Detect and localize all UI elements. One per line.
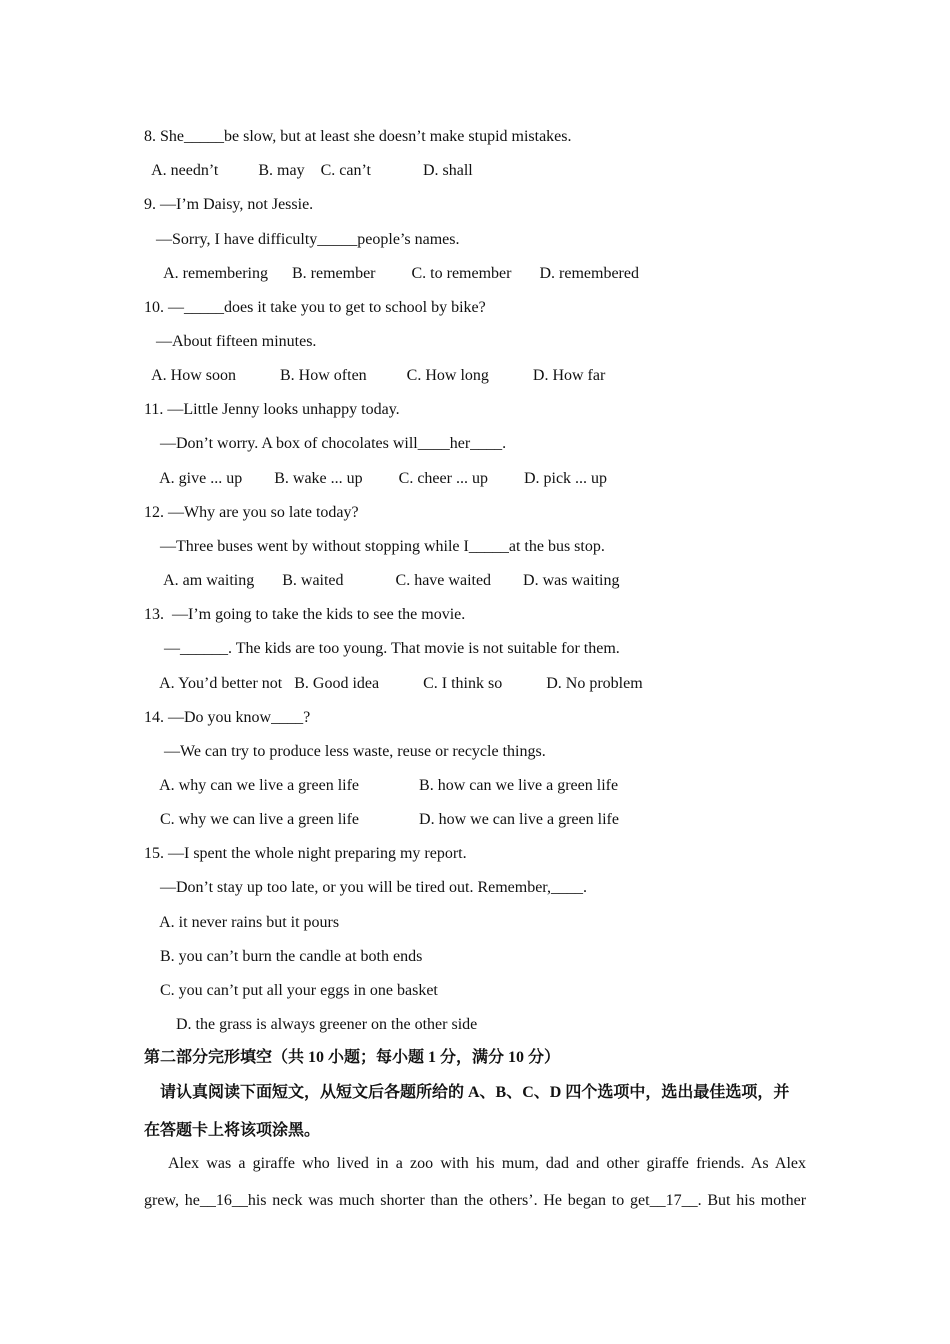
section2-instruction-line2: 在答题卡上将该项涂黑。 [144, 1122, 321, 1139]
q9-reply: —Sorry, I have difficulty_____people’s names. [144, 231, 460, 248]
q9-options: A. remembering B. remember C. to remember D. remembered [144, 265, 639, 282]
q10-reply: —About fifteen minutes. [144, 333, 317, 350]
q14-stem: 14. —Do you know____? [144, 709, 311, 726]
q13-stem: 13. —I’m going to take the kids to see the movie. [144, 606, 466, 623]
q8-options: A. needn’t B. may C. can’t D. shall [144, 162, 473, 179]
q14-options-cd: C. why we can live a green life D. how we can live a green life [144, 811, 619, 828]
blank-16: __16__ [199, 1192, 248, 1209]
q12-reply: —Three buses went by without stopping while I_____at the bus stop. [144, 538, 605, 555]
q13-reply: —______. The kids are too young. That movie is not suitable for them. [144, 640, 620, 657]
q10-options: A. How soon B. How often C. How long D. How far [144, 367, 606, 384]
q15-stem: 15. —I spent the whole night preparing my report. [144, 845, 467, 862]
q8-stem: 8. She_____be slow, but at least she doesn’t make stupid mistakes. [144, 128, 572, 145]
q15-reply: —Don’t stay up too late, or you will be tired out. Remember,____. [144, 879, 587, 896]
q15-option-d: D. the grass is always greener on the other side [144, 1016, 478, 1033]
q11-reply: —Don’t worry. A box of chocolates will____her____. [144, 435, 507, 452]
q15-option-c: C. you can’t put all your eggs in one basket [144, 982, 438, 999]
passage-text: grew, he [144, 1192, 200, 1209]
q10-stem: 10. —_____does it take you to get to school by bike? [144, 299, 486, 316]
q12-stem: 12. —Why are you so late today? [144, 504, 359, 521]
blank-17: __17__ [649, 1192, 698, 1209]
passage-line1: Alex was a giraffe who lived in a zoo with his mum, dad and other giraffe friends. As Alex [168, 1155, 806, 1172]
q11-options: A. give ... up B. wake ... up C. cheer ... up D. pick ... up [144, 470, 608, 487]
q12-options: A. am waiting B. waited C. have waited D. was waiting [144, 572, 620, 589]
passage-text: . But his mother [697, 1192, 807, 1209]
q15-option-a: A. it never rains but it pours [144, 914, 340, 931]
section2-heading: 第二部分完形填空（共 10 小题；每小题 1 分，满分 10 分） [144, 1049, 561, 1066]
q14-options-ab: A. why can we live a green life B. how can we live a green life [144, 777, 619, 794]
section2-instruction-line1: 请认真阅读下面短文，从短文后各题所给的 A、B、C、D 四个选项中，选出最佳选项，并 [144, 1084, 790, 1101]
q9-stem: 9. —I’m Daisy, not Jessie. [144, 196, 314, 213]
q14-reply: —We can try to produce less waste, reuse or recycle things. [144, 743, 546, 760]
passage-text: his neck was much shorter than the others’. He began to get [247, 1192, 650, 1209]
q11-stem: 11. —Little Jenny looks unhappy today. [144, 401, 400, 418]
q15-option-b: B. you can’t burn the candle at both ends [144, 948, 423, 965]
passage-line2 [144, 1191, 806, 1211]
q13-options: A. You’d better not B. Good idea C. I think so D. No problem [144, 675, 643, 692]
